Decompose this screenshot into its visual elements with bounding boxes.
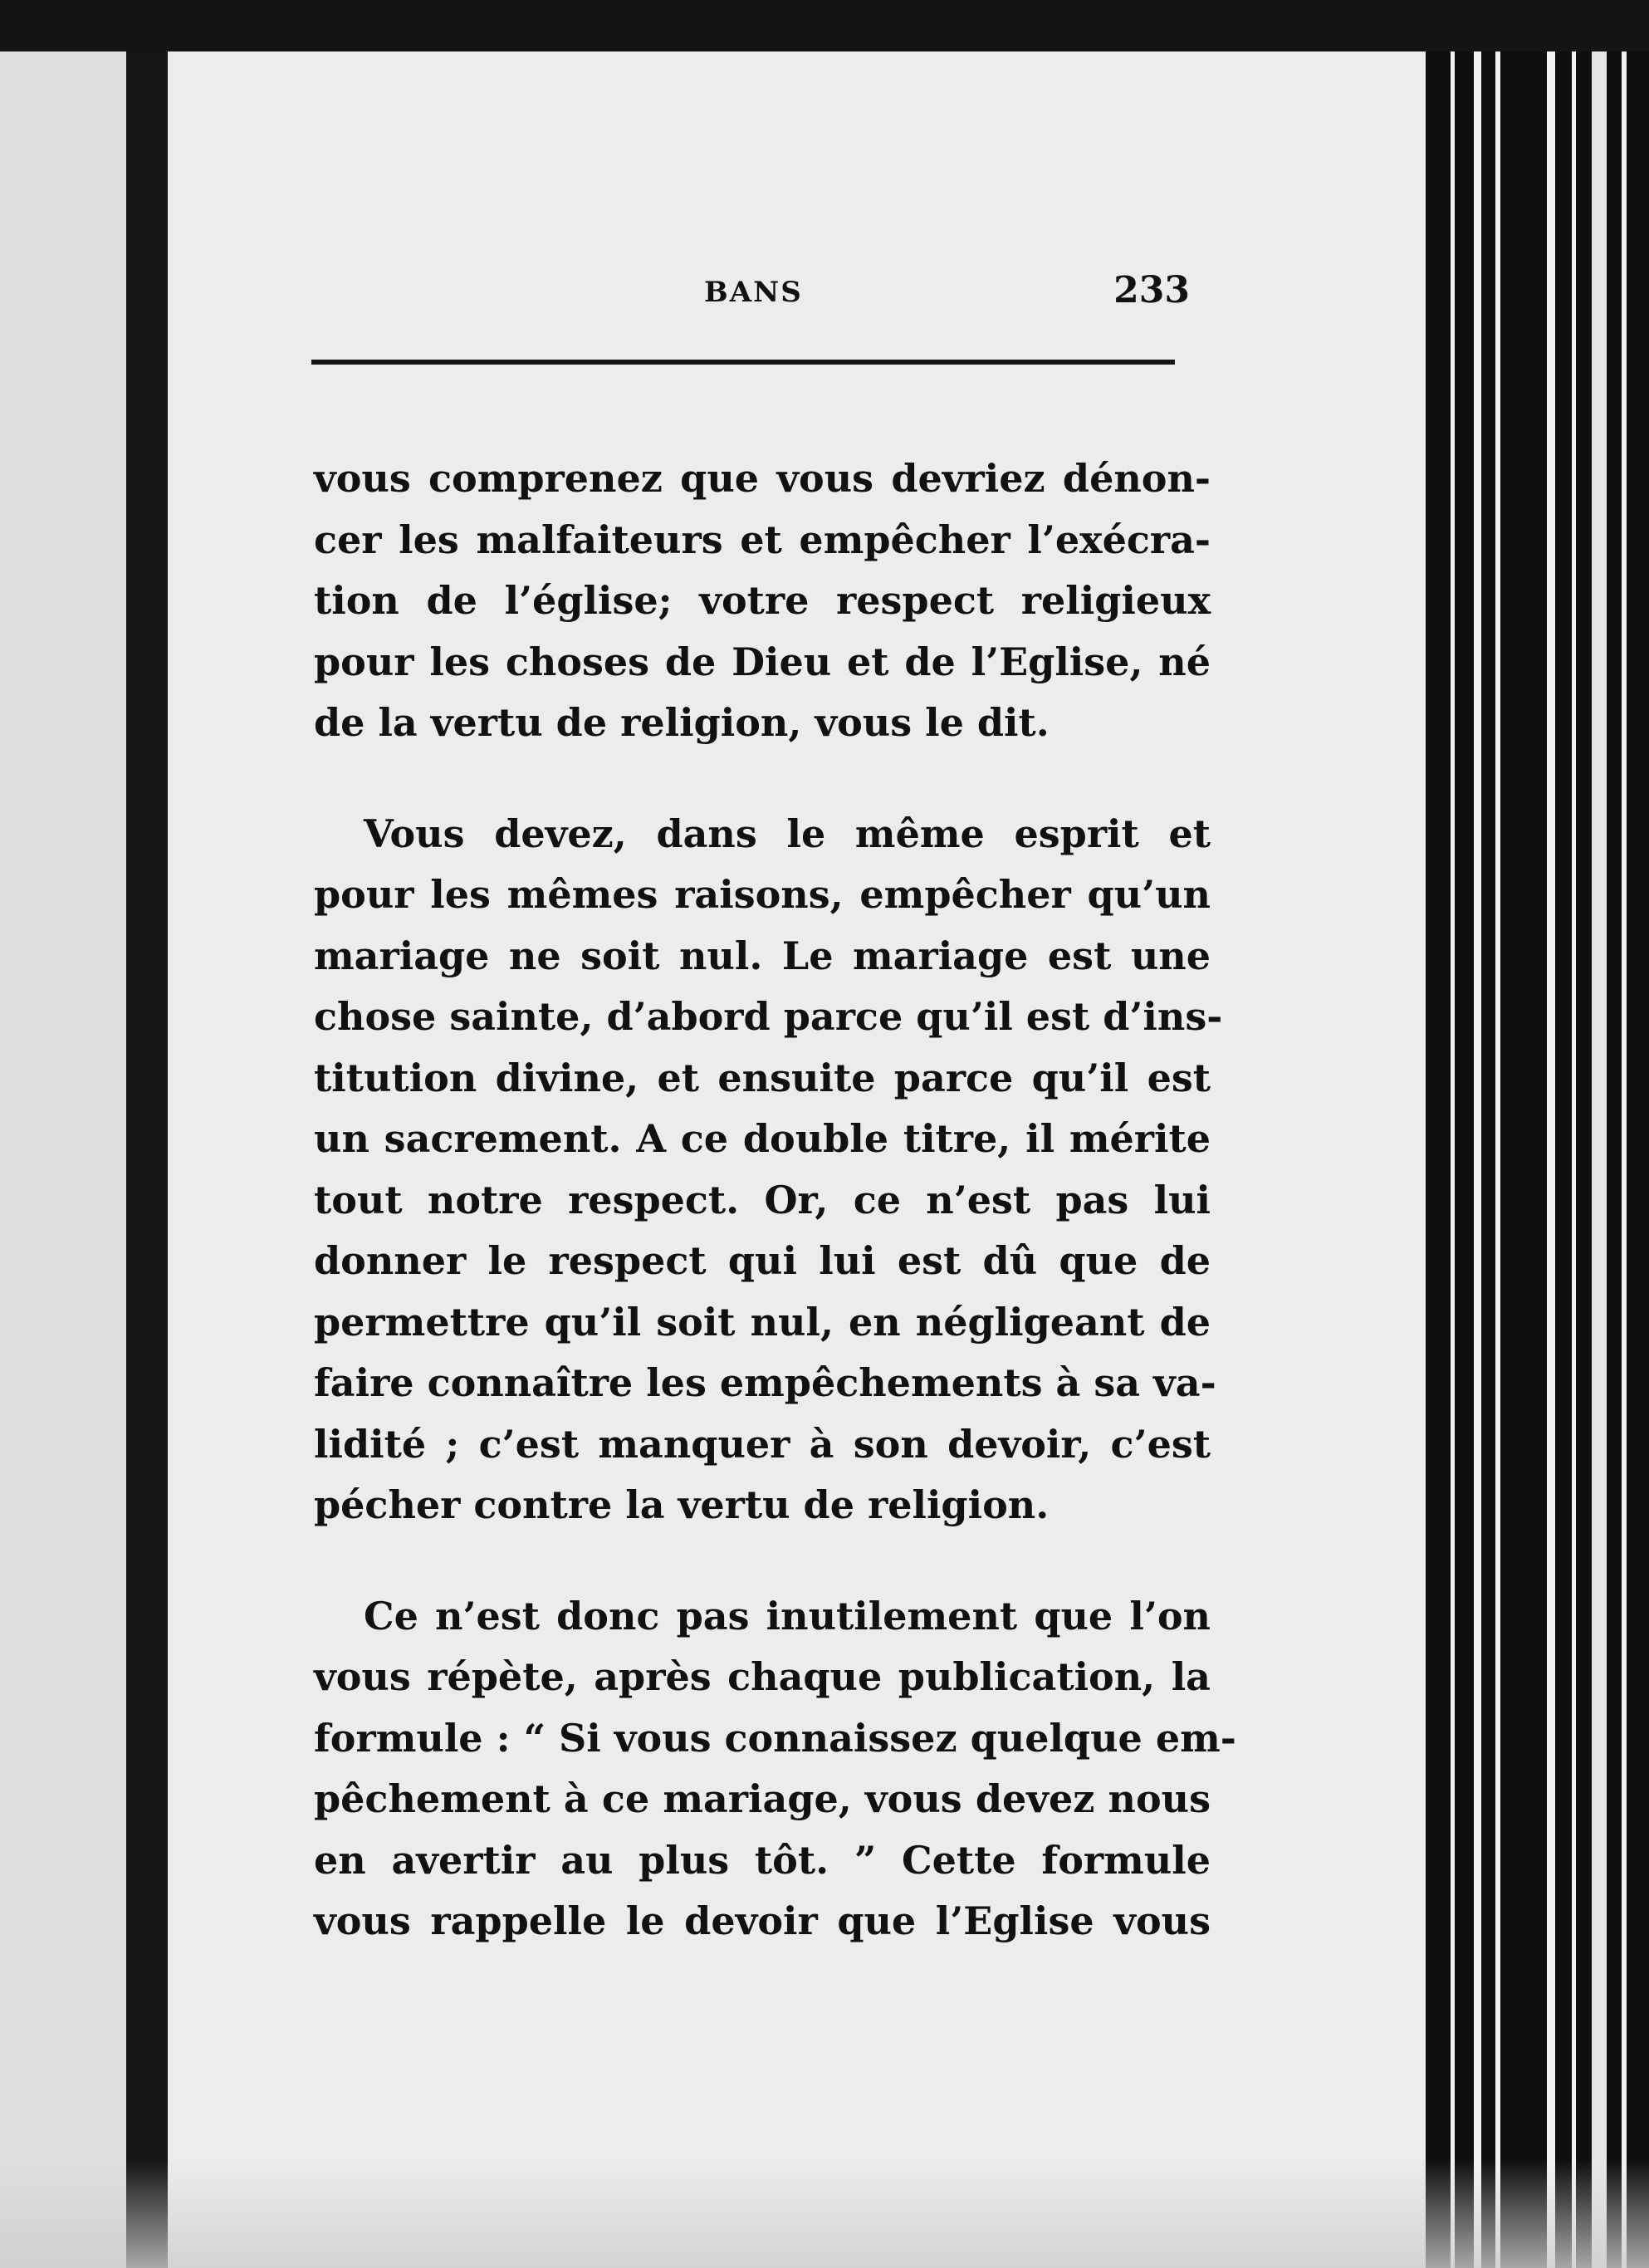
scan-top-border bbox=[0, 0, 1649, 51]
text-line: pour les choses de Dieu et de l’Eglise, né bbox=[314, 639, 1211, 684]
page-edge-line bbox=[1474, 51, 1481, 2268]
text-line: un sacrement. A ce double titre, il mérite bbox=[314, 1116, 1211, 1161]
text-line: donner le respect qui lui est dû que de bbox=[314, 1238, 1211, 1283]
text-line: en avertir au plus tôt. ” Cette formule bbox=[314, 1837, 1211, 1883]
text-line: vous comprenez que vous devriez dénon- bbox=[314, 456, 1211, 501]
text-line: Ce n’est donc pas inutilement que l’on bbox=[364, 1593, 1211, 1639]
text-line: chose sainte, d’abord parce qu’il est d’ins- bbox=[314, 994, 1223, 1039]
running-title: BANS bbox=[704, 276, 803, 309]
text-line: permettre qu’il soit nul, en négligeant de bbox=[314, 1299, 1211, 1345]
text-line: titution divine, et ensuite parce qu’il est bbox=[314, 1055, 1211, 1100]
text-line: faire connaître les empêchements à sa va- bbox=[314, 1360, 1216, 1405]
page-stack-edges bbox=[1426, 51, 1649, 2268]
text-line: tout notre respect. Or, ce n’est pas lui bbox=[314, 1177, 1211, 1222]
text-line: lidité ; c’est manquer à son devoir, c’est bbox=[314, 1421, 1211, 1467]
page-edge-line bbox=[1592, 51, 1607, 2268]
text-line: de la vertu de religion, vous le dit. bbox=[314, 700, 1050, 745]
page-edge-line bbox=[1547, 51, 1555, 2268]
paragraph-gap bbox=[314, 754, 1211, 804]
page-edge-line bbox=[1495, 51, 1500, 2268]
facing-page-edge bbox=[0, 51, 126, 2268]
page-number: 233 bbox=[1113, 269, 1190, 311]
paragraph-1 bbox=[314, 448, 1211, 754]
book-gutter bbox=[126, 51, 168, 2268]
text-line: Vous devez, dans le même esprit et bbox=[364, 811, 1211, 856]
text-line: pécher contre la vertu de religion. bbox=[314, 1482, 1050, 1527]
text-line: vous répète, après chaque publication, la bbox=[314, 1654, 1211, 1699]
text-line: pêchement à ce mariage, vous devez nous bbox=[314, 1776, 1211, 1821]
text-line: tion de l’église; votre respect religieux bbox=[314, 578, 1211, 623]
text-line: mariage ne soit nul. Le mariage est une bbox=[314, 933, 1211, 978]
text-line: cer les malfaiteurs et empêcher l’exécra- bbox=[314, 517, 1211, 562]
header-rule bbox=[311, 360, 1175, 365]
paragraph-3 bbox=[314, 1586, 1236, 1952]
text-line: vous rappelle le devoir que l’Eglise vous bbox=[314, 1898, 1211, 1943]
text-line: formule : “ Si vous connaissez quelque em- bbox=[314, 1715, 1236, 1761]
page-edge-line bbox=[1622, 51, 1627, 2268]
text-line: pour les mêmes raisons, empêcher qu’un bbox=[314, 872, 1211, 917]
paragraph-2 bbox=[314, 804, 1223, 1536]
paragraph-gap bbox=[314, 1536, 1211, 1586]
body-text bbox=[314, 448, 1236, 1952]
running-head bbox=[314, 264, 1190, 314]
page-edge-line bbox=[1572, 51, 1576, 2268]
page-edge-line bbox=[1451, 51, 1455, 2268]
